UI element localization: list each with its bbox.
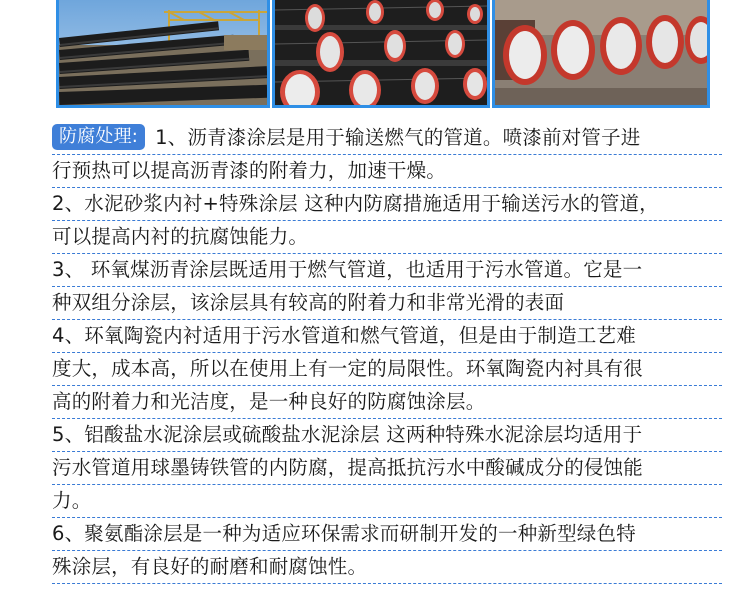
text-line: 5、铝酸盐水泥涂层或硫酸盐水泥涂层 这两种特殊水泥涂层均适用于	[52, 419, 722, 452]
anticorrosion-badge: 防腐处理:	[52, 124, 145, 150]
text-line: 行预热可以提高沥青漆的附着力，加速干燥。	[52, 155, 722, 188]
text-line: 4、环氧陶瓷内衬适用于污水管道和燃气管道，但是由于制造工艺难	[52, 320, 722, 353]
text-line: 可以提高内衬的抗腐蚀能力。	[52, 221, 722, 254]
text-line: 污水管道用球墨铸铁管的内防腐，提高抵抗污水中酸碱成分的侵蚀能	[52, 452, 722, 485]
text-line: 2、水泥砂浆内衬+特殊涂层 这种内防腐措施适用于输送污水的管道，	[52, 188, 722, 221]
pipe-ends-photo	[492, 0, 710, 108]
pipe-yard-photo	[56, 0, 270, 108]
pipe-stack-photo	[272, 0, 490, 108]
text-line: 6、聚氨酯涂层是一种为适应环保需求而研制开发的一种新型绿色特	[52, 518, 722, 551]
photo-strip	[0, 0, 750, 115]
text-line: 力。	[52, 485, 722, 518]
text-line: 种双组分涂层，该涂层具有较高的附着力和非常光滑的表面	[52, 287, 722, 320]
text-line: 度大，成本高，所以在使用上有一定的局限性。环氧陶瓷内衬具有很	[52, 353, 722, 386]
anticorrosion-text-block	[52, 122, 722, 584]
text-line: 高的附着力和光洁度，是一种良好的防腐蚀涂层。	[52, 386, 722, 419]
text-line	[52, 122, 722, 155]
text-line: 殊涂层，有良好的耐磨和耐腐蚀性。	[52, 551, 722, 584]
text-line-content: 1、沥青漆涂层是用于输送燃气的管道。喷漆前对管子进	[155, 126, 641, 149]
text-line: 3、 环氧煤沥青涂层既适用于燃气管道，也适用于污水管道。它是一	[52, 254, 722, 287]
